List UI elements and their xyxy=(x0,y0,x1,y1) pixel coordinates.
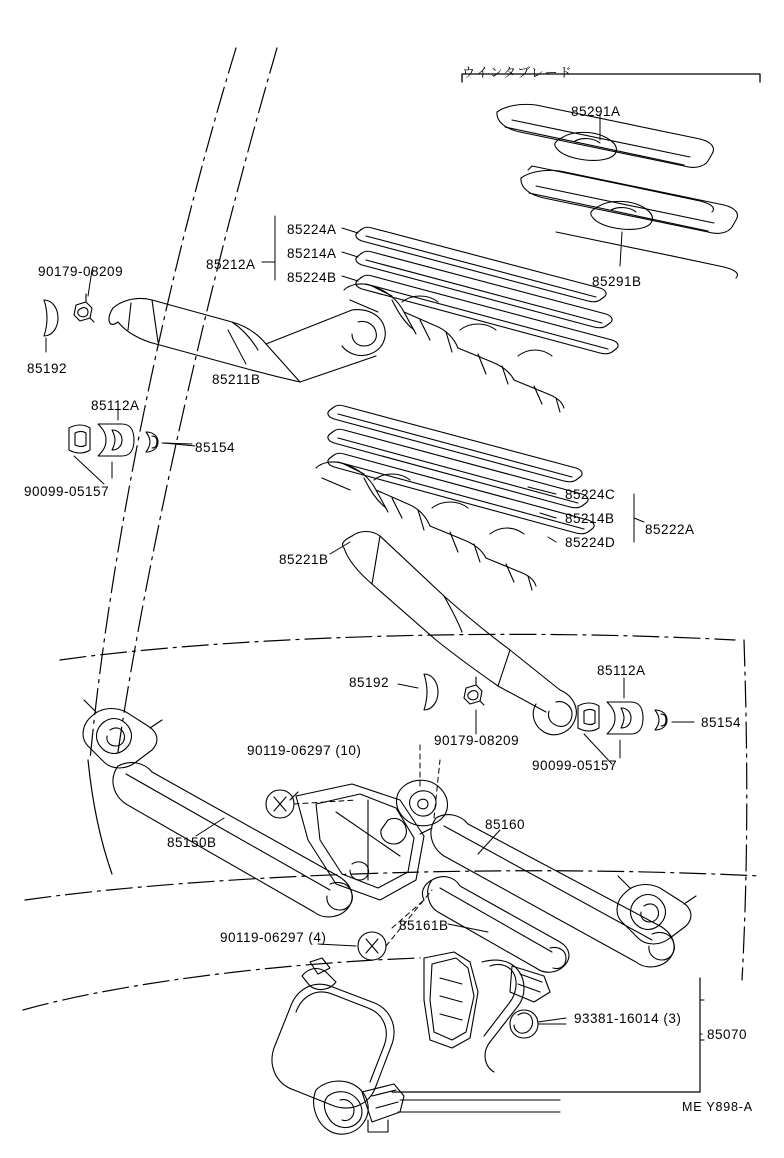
part-label-85154-mid: 85154 xyxy=(701,715,742,730)
part-label-85112A-mid: 85112A xyxy=(597,663,646,678)
part-label-85214A: 85214A xyxy=(287,246,337,261)
part-label-85192-mid: 85192 xyxy=(349,675,390,690)
part-label-85222A: 85222A xyxy=(645,522,695,537)
part-label-85160: 85160 xyxy=(485,817,526,832)
part-label-90119-06297-10: 90119-06297 (10) xyxy=(247,743,362,758)
part-label-85291B: 85291B xyxy=(592,274,642,289)
part-label-85112A-top: 85112A xyxy=(91,398,140,413)
diagram-title-jp: ウインタブレード xyxy=(462,66,573,81)
part-label-85211B: 85211B xyxy=(212,372,261,387)
footer-diagram-code: ME Y898-A xyxy=(682,1100,753,1114)
part-label-85192-top: 85192 xyxy=(27,361,68,376)
part-label-85291A: 85291A xyxy=(571,104,621,119)
part-label-90179-08209-top: 90179-08209 xyxy=(38,264,124,279)
part-label-85224A: 85224A xyxy=(287,222,337,237)
part-label-85150B: 85150B xyxy=(167,835,217,850)
part-label-85224C: 85224C xyxy=(565,487,616,502)
part-label-85214B: 85214B xyxy=(565,511,615,526)
part-label-85224D: 85224D xyxy=(565,535,616,550)
part-label-90099-05157-mid: 90099-05157 xyxy=(532,758,618,773)
part-label-85221B: 85221B xyxy=(279,552,329,567)
part-label-85154-top: 85154 xyxy=(195,440,236,455)
part-label-93381-16014-3: 93381-16014 (3) xyxy=(574,1011,682,1026)
part-label-85212A: 85212A xyxy=(206,257,256,272)
part-label-85161B: 85161B xyxy=(399,918,449,933)
part-label-90179-08209-mid: 90179-08209 xyxy=(434,733,520,748)
part-label-85070: 85070 xyxy=(707,1027,748,1042)
part-label-90099-05157-top: 90099-05157 xyxy=(24,484,110,499)
part-label-85224B: 85224B xyxy=(287,270,337,285)
part-label-90119-06297-4: 90119-06297 (4) xyxy=(220,930,327,945)
